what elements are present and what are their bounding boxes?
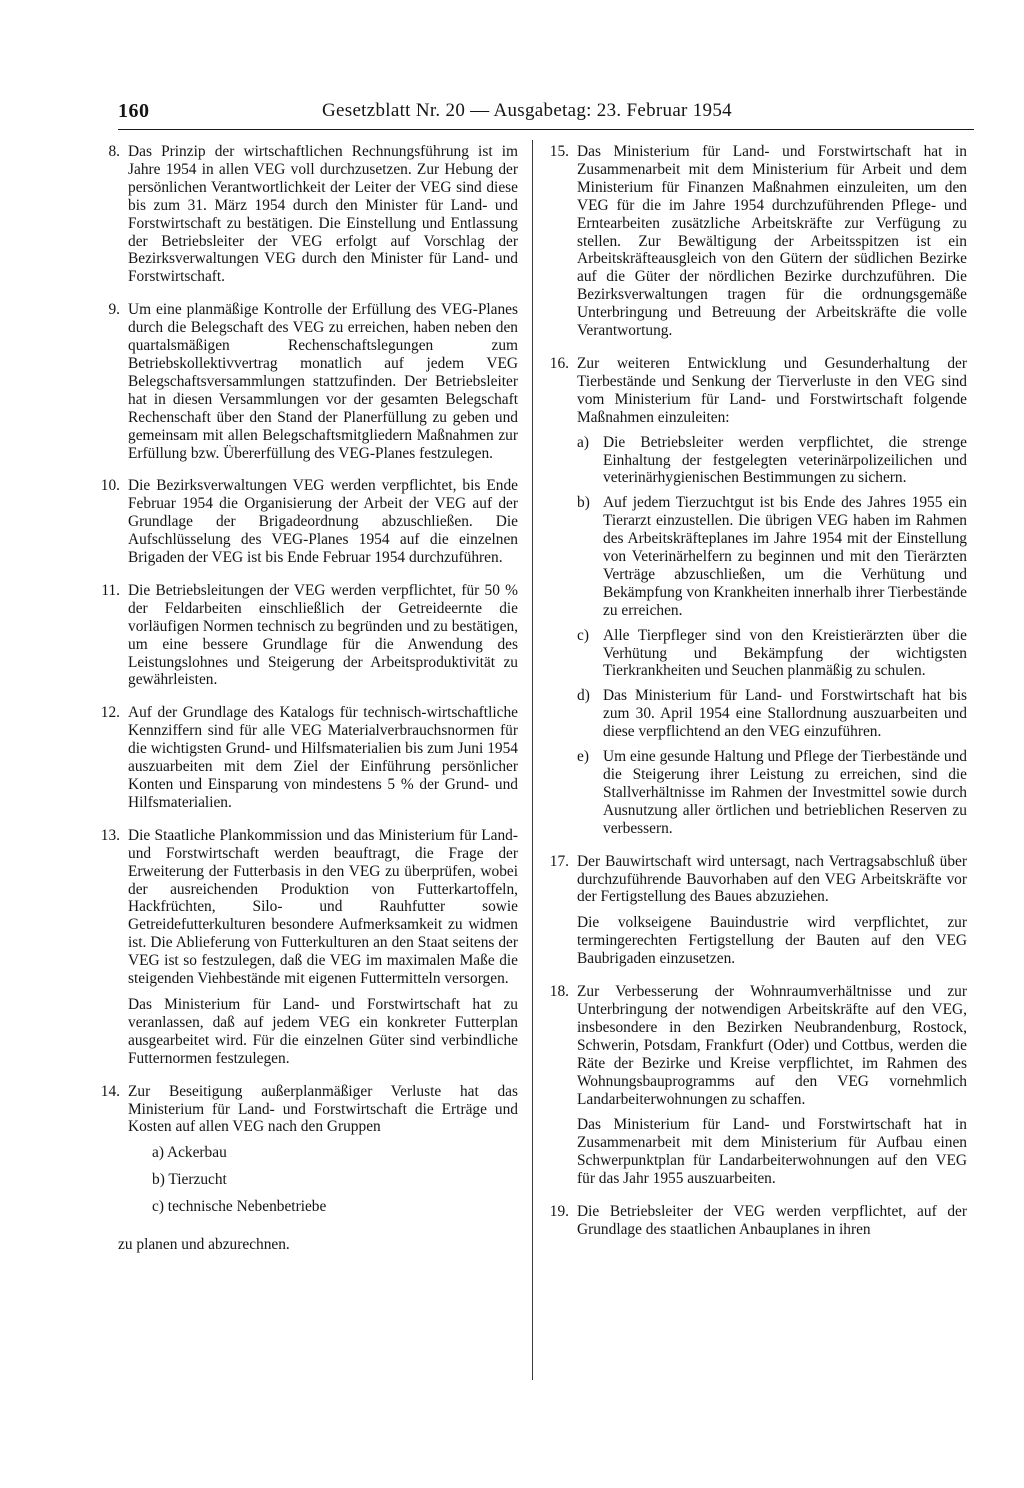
paragraph-text: Die Staatliche Plankommission und das Ministerium für Land- und Forstwirtschaft werden beauftragt, die Frage der Erweiterung der Futterbasis in den VEG zu überprüfen, wobei der ausreichenden Produktion von Futterkartoffeln, Hackfrüchten, Silo- und Rauhfutter sowie Getreidefutterkulturen besondere Aufmerksamkeit zu widmen ist. Die Ablieferung von Futterkulturen an den Staat seitens der VEG ist so festzulegen, daß die VEG im maximalen Maße die steigenden Viehbestände mit eigenen Futtermitteln versorgen. (128, 826, 518, 988)
group-list (128, 1144, 518, 1216)
subitem-text: Die Betriebsleiter werden verpflichtet, die strenge Einhaltung der festgelegten veterinärpolizeilichen und veterinärhygienischen Bestimmungen zu sichern. (603, 433, 967, 487)
paragraph-text: Zur weiteren Entwicklung und Gesunderhaltung der Tierbestände und Senkung der Tierverluste in den VEG sind vom Ministerium für Land- und Forstwirtschaft folgende Maßnahmen einzuleiten: (577, 354, 967, 426)
paragraph-number: 12. (100, 704, 120, 722)
paragraph-19 (545, 1203, 967, 1239)
subitem-b (577, 494, 967, 619)
subitem-text: Alle Tierpfleger sind von den Kreistierärzten über die Verhütung und Bekämpfung der wichtigsten Tierkrankheiten und Seuchen planmäßig zu schulen. (603, 626, 967, 680)
subitem-label: b) (577, 494, 590, 512)
paragraph-text: Das Prinzip der wirtschaftlichen Rechnungsführung ist im Jahre 1954 in allen VEG voll durchzusetzen. Zur Hebung der persönlichen Verantwortlichkeit der Leiter der VEG sind diese bis zum 31. März 1954 durch den Minister für Land- und Forstwirtschaft zu bestätigen. Die Einstellung und Entlassung der Betriebsleiter der VEG erfolgt auf Vorschlag der Bezirksverwaltungen VEG durch den Minister für Land- und Forstwirtschaft. (128, 143, 518, 286)
subitem-label: a) (577, 433, 589, 451)
paragraph-text: Die Bezirksverwaltungen VEG werden verpflichtet, bis Ende Februar 1954 die Organisierung der Arbeit der VEG auf der Grundlage der Brigadeordnung abzuschließen. Die Aufschlüsselung des VEG-Planes 1954 auf die einzelnen Brigaden der VEG ist bis Ende Februar 1954 durchzuführen. (128, 477, 518, 567)
paragraph-text: Die Betriebsleitungen der VEG werden verpflichtet, für 50 % der Feldarbeiten einschließlich der Getreideernte die vorläufigen Normen technisch zu begründen und zu bestätigen, um eine bessere Grundlage für die Anwendung des Leistungslohnes und Steigerung der Arbeitsproduktivität zu gewährleisten. (128, 581, 518, 689)
paragraph-text-continued: Das Ministerium für Land- und Forstwirtschaft hat in Zusammenarbeit mit dem Ministerium für Aufbau einen Schwerpunktplan für Landarbeiterwohnungen auf den VEG für das Jahr 1955 auszuarbeiten. (577, 1116, 967, 1188)
paragraph-16 (545, 355, 967, 838)
subitem-d (577, 687, 967, 741)
subitem-a (577, 434, 967, 488)
paragraph-text-continued: Das Ministerium für Land- und Forstwirtschaft hat zu veranlassen, daß auf jedem VEG ein konkreter Futterplan ausgearbeitet wird. Für die einzelnen Güter sind verbindliche Futternormen festzulegen. (128, 995, 518, 1067)
paragraph-number: 9. (108, 301, 120, 319)
paragraph-17 (545, 853, 967, 968)
paragraph-14 (96, 1083, 518, 1225)
paragraph-text: Zur Beseitigung außerplanmäßiger Verluste hat das Ministerium für Land- und Forstwirtschaft die Erträge und Kosten auf allen VEG nach den Gruppen (128, 1082, 518, 1136)
paragraph-10 (96, 477, 518, 567)
paragraph-8 (96, 143, 518, 286)
header-rule (118, 129, 974, 130)
subitem-text: Um eine gesunde Haltung und Pflege der Tierbestände und die Steigerung ihrer Leistung zu erreichen, sind die Stallverhältnisse im Rahmen der Investmittel sowie durch Ausnutzung aller örtlichen und betrieblichen Reserven zu verbessern. (603, 748, 967, 837)
paragraph-number: 13. (100, 826, 120, 844)
paragraph-number: 10. (100, 477, 120, 495)
group-item: a) Ackerbau (152, 1144, 227, 1162)
left-column (96, 143, 518, 1254)
subitem-e (577, 748, 967, 838)
paragraph-11 (96, 582, 518, 689)
page-header (118, 100, 974, 128)
paragraph-number: 8. (108, 143, 120, 160)
paragraph-9 (96, 301, 518, 462)
paragraph-number: 11. (101, 581, 120, 599)
group-item: b) Tierzucht (152, 1171, 227, 1189)
paragraph-number: 18. (549, 983, 569, 1001)
paragraph-12 (96, 704, 518, 811)
paragraph-number: 16. (549, 354, 569, 372)
subitem-c (577, 627, 967, 681)
subitem-label: d) (577, 687, 590, 705)
paragraph-text: Das Ministerium für Land- und Forstwirtschaft hat in Zusammenarbeit mit dem Ministerium für Arbeit und dem Ministerium für Finanzen Maßnahmen einzuleiten, um den VEG für die im Jahre 1954 durchzuführenden Pflege- und Erntearbeiten zusätzliche Arbeitskräfte zur Verfügung zu stellen. Zur Bewältigung der Arbeitsspitzen ist ein Arbeitskräfteausgleich von den Gütern der südlichen Bezirke auf die Güter der nördlichen Bezirke durchzuführen. Die Bezirksverwaltungen tragen für die ordnungsgemäße Unterbringung und Betreuung der Arbeitskräfte die volle Verantwortung. (577, 143, 967, 340)
subitem-text: Auf jedem Tierzuchtgut ist bis Ende des Jahres 1955 ein Tierarzt einzustellen. Die übrigen VEG haben im Rahmen des Arbeitskräfteplanes im Jahre 1954 mit der Einstellung von Veterinärhelfern zu beginnen und mit den Tierärzten Verträge abzuschließen, um die Verhütung und Bekämpfung von Krankheiten innerhalb ihrer Tierbestände zu erreichen. (603, 494, 967, 619)
right-column (545, 143, 967, 1254)
page-number: 160 (118, 100, 150, 122)
paragraph-number: 14. (100, 1082, 120, 1100)
paragraph-13 (96, 827, 518, 1068)
paragraph-number: 19. (549, 1203, 569, 1221)
paragraph-text: Um eine planmäßige Kontrolle der Erfüllung des VEG-Planes durch die Belegschaft des VEG zu erreichen, haben neben den quartalsmäßigen Rechenschaftslegungen zum Betriebskollektivvertrag monatlich auf jedem VEG Belegschaftsversammlungen stattzufinden. Der Betriebsleiter hat in diesen Versammlungen vor der gesamten Belegschaft Rechenschaft über den Stand der Planerfüllung zu geben und gemeinsam mit allen Belegschaftsmitgliedern Maßnahmen zur Erfüllung bzw. Übererfüllung des VEG-Planes festzulegen. (128, 301, 518, 462)
paragraph-15 (545, 143, 967, 340)
running-title: Gesetzblatt Nr. 20 — Ausgabetag: 23. Februar 1954 (322, 100, 732, 121)
paragraph-number: 15. (549, 143, 569, 160)
subitem-label: e) (577, 748, 589, 766)
paragraph-18 (545, 983, 967, 1188)
subitem-label: c) (577, 626, 589, 644)
paragraph-text: Zur Verbesserung der Wohnraumverhältnisse und zur Unterbringung der notwendigen Arbeitskräfte auf den VEG, insbesondere in den Bezirken Neubrandenburg, Rostock, Schwerin, Potsdam, Frankfurt (Oder) und Cottbus, werden die Räte der Bezirke und Kreise verpflichtet, im Rahmen des Wohnungsbauprogramms auf den VEG vornehmlich Landarbeiterwohnungen zu schaffen. (577, 983, 967, 1108)
group-item: c) technische Nebenbetriebe (152, 1198, 327, 1216)
closing-line: zu planen und abzurechnen. (118, 1236, 290, 1254)
paragraph-text: Die Betriebsleiter der VEG werden verpflichtet, auf der Grundlage des staatlichen Anbauplanes in ihren (577, 1203, 967, 1238)
paragraph-text: Auf der Grundlage des Katalogs für technisch-wirtschaftliche Kennziffern sind für alle VEG Materialverbrauchsnormen für die wichtigsten Grund- und Hilfsmaterialien bis zum Juni 1954 auszuarbeiten mit dem Ziel der Einführung persönlicher Konten und Einsparung von mindestens 5 % der Grund- und Hilfsmaterialien. (128, 704, 518, 811)
column-divider (532, 140, 533, 1380)
paragraph-number: 17. (549, 852, 569, 870)
paragraph-text-continued: Die volkseigene Bauindustrie wird verpflichtet, zur termingerechten Fertigstellung der Bauten auf den VEG Baubrigaden einzusetzen. (577, 914, 967, 968)
subitem-text: Das Ministerium für Land- und Forstwirtschaft hat bis zum 30. April 1954 eine Stallordnung auszuarbeiten und diese verpflichtend an den VEG einzuführen. (603, 687, 967, 741)
subitem-list (577, 434, 967, 838)
paragraph-text: Der Bauwirtschaft wird untersagt, nach Vertragsabschluß über durchzuführende Bauvorhaben auf den VEG Arbeitskräfte vor der Fertigstellung des Baues abzuziehen. (577, 852, 967, 906)
